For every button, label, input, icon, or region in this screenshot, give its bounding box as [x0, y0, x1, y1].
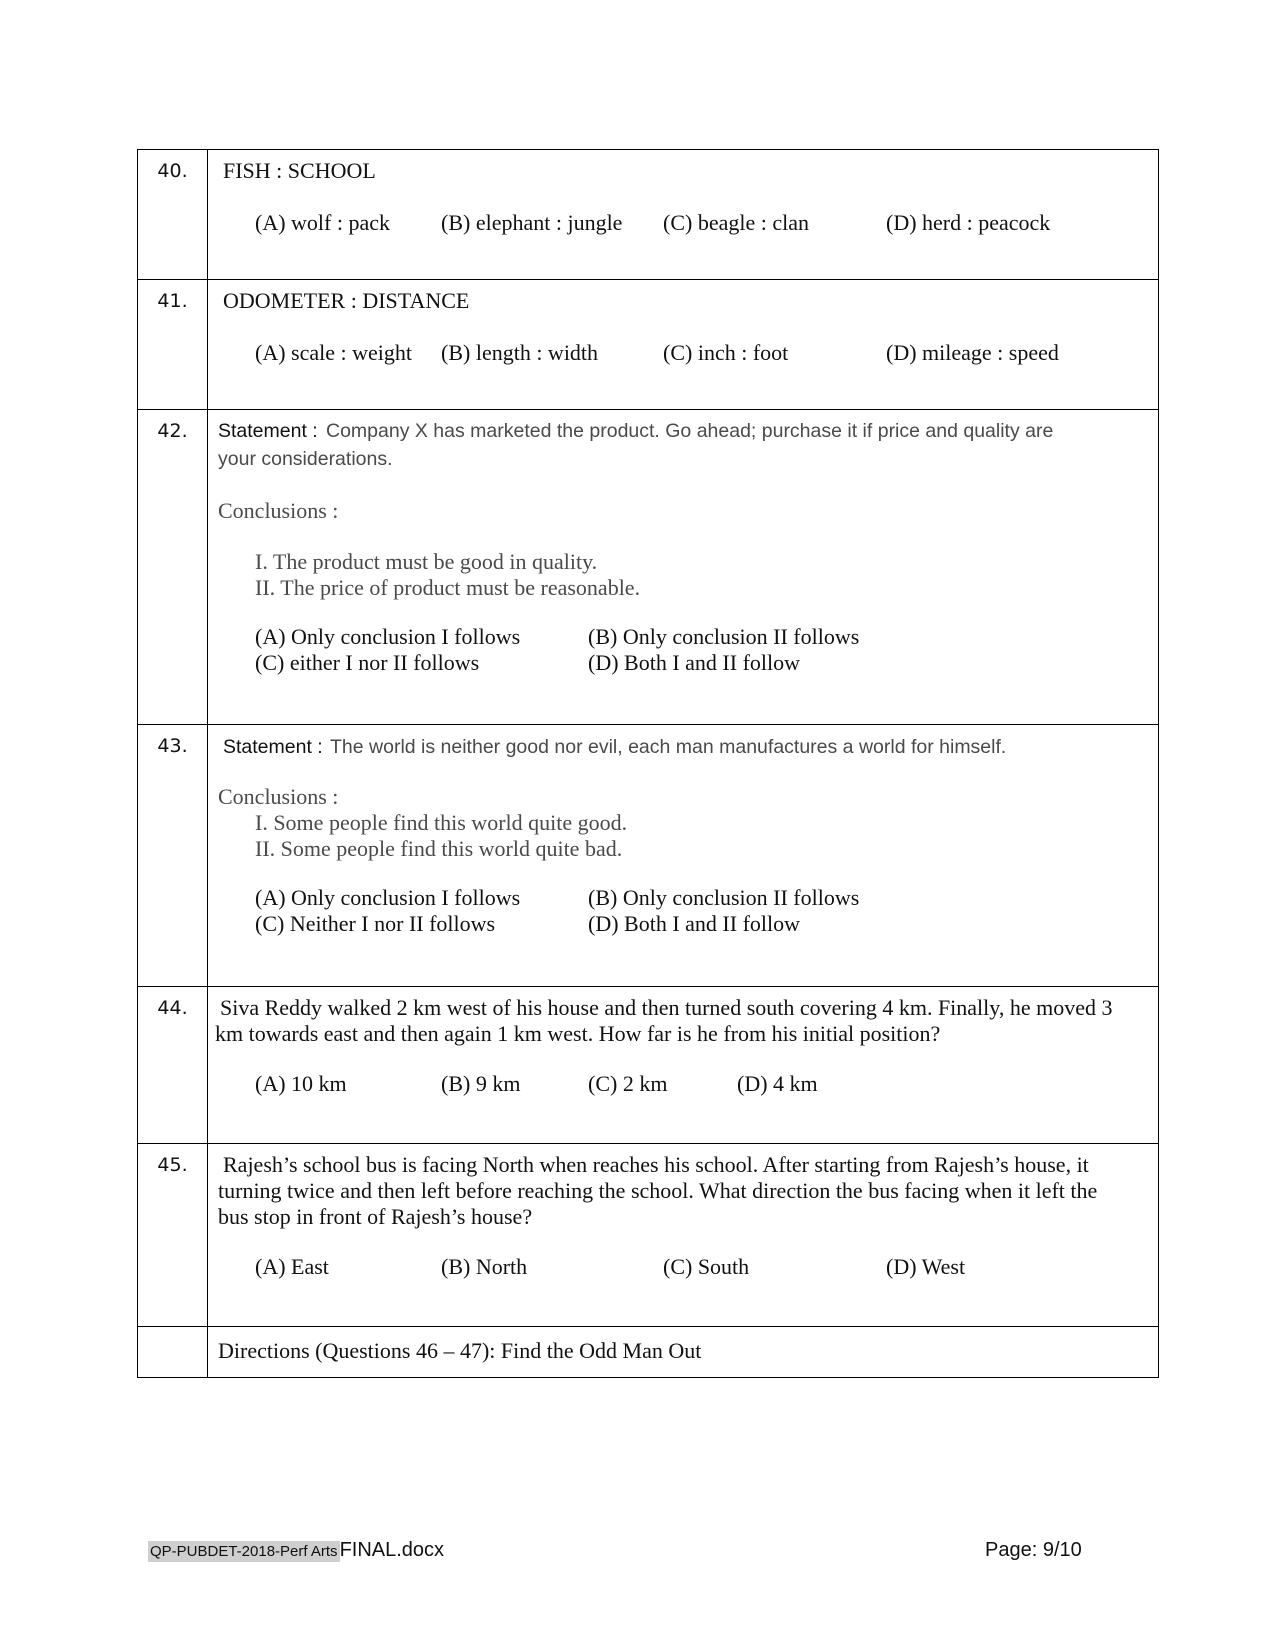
question-body [208, 725, 1159, 987]
directions-text: Directions (Questions 46 – 47): Find the Odd Man Out [218, 1338, 702, 1363]
option-a: (A) scale : weight [255, 340, 412, 365]
question-body [208, 987, 1159, 1144]
footer-filename-highlight: QP-PUBDET-2018-Perf Arts [150, 1543, 338, 1560]
question-stem: ODOMETER : DISTANCE [223, 288, 470, 313]
question-number: 40. [138, 150, 208, 280]
option-b: (B) North [441, 1254, 528, 1279]
question-stem-line-2: turning twice and then left before reaching the school. What direction the bus facing when it left the [218, 1178, 1098, 1203]
question-number: 44. [138, 987, 208, 1144]
footer-filename [148, 1539, 444, 1562]
question-row [138, 987, 1159, 1144]
statement-label: Statement : [218, 420, 318, 442]
option-c: (C) 2 km [588, 1071, 668, 1096]
question-stem: FISH : SCHOOL [223, 158, 376, 183]
question-number: 45. [138, 1144, 208, 1327]
statement-label: Statement : [223, 736, 323, 758]
option-b: (B) Only conclusion II follows [588, 885, 860, 910]
question-row [138, 410, 1159, 725]
question-body [208, 410, 1159, 725]
statement-text: Company X has marketed the product. Go ahead; purchase it if price and quality are [326, 420, 1054, 442]
question-number: 43. [138, 725, 208, 987]
question-body [208, 1144, 1159, 1327]
conclusions-label: Conclusions : [218, 498, 339, 523]
question-row [138, 725, 1159, 987]
option-d: (D) Both I and II follow [588, 650, 801, 675]
statement-text: The world is neither good nor evil, each man manufactures a world for himself. [330, 736, 1007, 758]
empty-number-cell [138, 1327, 208, 1378]
question-stem-line-1: Rajesh’s school bus is facing North when reaches his school. After starting from Rajesh’s house, it [223, 1152, 1089, 1177]
option-a: (A) Only conclusion I follows [255, 885, 521, 910]
question-row [138, 280, 1159, 410]
option-d: (D) Both I and II follow [588, 911, 801, 936]
question-stem-line-2: km towards east and then again 1 km west. How far is he from his initial position? [215, 1021, 941, 1046]
statement-text-continued: your considerations. [218, 448, 393, 470]
option-d: (D) mileage : speed [886, 340, 1059, 365]
question-body [208, 280, 1159, 410]
footer-filename-rest: FINAL.docx [339, 1539, 445, 1561]
question-body [208, 150, 1159, 280]
conclusions-label: Conclusions : [218, 784, 339, 809]
option-a: (A) wolf : pack [255, 210, 391, 235]
option-c: (C) Neither I nor II follows [255, 911, 496, 936]
question-row [138, 1144, 1159, 1327]
conclusion-2: II. Some people find this world quite bad. [255, 836, 623, 861]
option-a: (A) Only conclusion I follows [255, 624, 521, 649]
option-b: (B) 9 km [441, 1071, 521, 1096]
directions-cell [208, 1327, 1159, 1378]
option-b: (B) length : width [441, 340, 599, 365]
question-stem-line-3: bus stop in front of Rajesh’s house? [218, 1204, 533, 1229]
option-b: (B) elephant : jungle [441, 210, 623, 235]
option-a: (A) 10 km [255, 1071, 347, 1096]
option-c: (C) either I nor II follows [255, 650, 480, 675]
question-row [138, 150, 1159, 280]
conclusion-2: II. The price of product must be reasonable. [255, 575, 641, 600]
option-b: (B) Only conclusion II follows [588, 624, 860, 649]
option-c: (C) South [663, 1254, 750, 1279]
questions-table [137, 149, 1159, 1378]
directions-row [138, 1327, 1159, 1378]
question-stem-line-1: Siva Reddy walked 2 km west of his house and then turned south covering 4 km. Finally, he moved 3 [220, 995, 1113, 1020]
option-a: (A) East [255, 1254, 329, 1279]
footer-page-number: Page: 9/10 [985, 1539, 1082, 1561]
conclusion-1: I. Some people find this world quite good. [255, 810, 628, 835]
option-d: (D) 4 km [737, 1071, 818, 1096]
conclusion-1: I. The product must be good in quality. [255, 549, 598, 574]
option-c: (C) beagle : clan [663, 210, 809, 235]
option-c: (C) inch : foot [663, 340, 789, 365]
question-number: 42. [138, 410, 208, 725]
question-number: 41. [138, 280, 208, 410]
option-d: (D) herd : peacock [886, 210, 1051, 235]
option-d: (D) West [886, 1254, 966, 1279]
